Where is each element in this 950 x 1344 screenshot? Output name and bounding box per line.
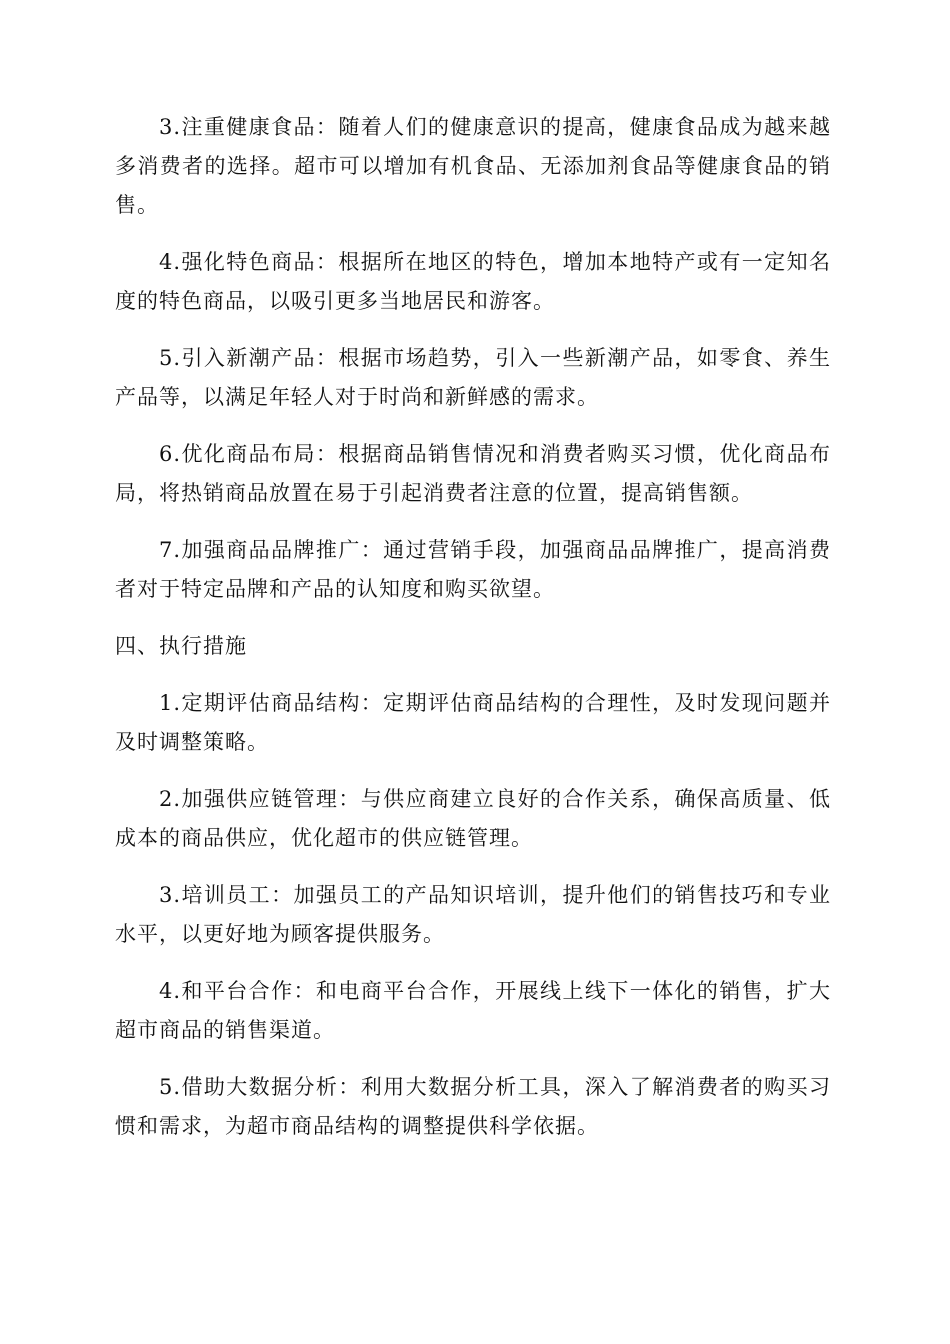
paragraph-brand-promotion: 7.加强商品品牌推广：通过营销手段，加强商品品牌推广，提高消费者对于特定品牌和产品的认知度和购买欲望。 bbox=[115, 538, 831, 601]
paragraph-supply-chain: 2.加强供应链管理：与供应商建立良好的合作关系，确保高质量、低成本的商品供应，优化超市的供应链管理。 bbox=[115, 787, 831, 850]
paragraph-evaluate-structure: 1.定期评估商品结构：定期评估商品结构的合理性，及时发现问题并及时调整策略。 bbox=[115, 691, 831, 754]
paragraph-healthy-food: 3.注重健康食品：随着人们的健康意识的提高，健康食品成为越来越多消费者的选择。超市可以增加有机食品、无添加剂食品等健康食品的销售。 bbox=[115, 115, 831, 217]
paragraph-big-data: 5.借助大数据分析：利用大数据分析工具，深入了解消费者的购买习惯和需求，为超市商品结构的调整提供科学依据。 bbox=[115, 1075, 831, 1138]
paragraph-platform-cooperation: 4.和平台合作：和电商平台合作，开展线上线下一体化的销售，扩大超市商品的销售渠道。 bbox=[115, 979, 831, 1042]
paragraph-product-layout: 6.优化商品布局：根据商品销售情况和消费者购买习惯，优化商品布局，将热销商品放置在易于引起消费者注意的位置，提高销售额。 bbox=[115, 442, 831, 505]
paragraph-specialty-goods: 4.强化特色商品：根据所在地区的特色，增加本地特产或有一定知名度的特色商品，以吸引更多当地居民和游客。 bbox=[115, 250, 831, 313]
paragraph-trendy-products: 5.引入新潮产品：根据市场趋势，引入一些新潮产品，如零食、养生产品等，以满足年轻人对于时尚和新鲜感的需求。 bbox=[115, 346, 831, 409]
paragraph-staff-training: 3.培训员工：加强员工的产品知识培训，提升他们的销售技巧和专业水平，以更好地为顾客提供服务。 bbox=[115, 883, 831, 946]
section-heading: 四、执行措施 bbox=[115, 634, 247, 658]
document-body bbox=[115, 108, 831, 1164]
